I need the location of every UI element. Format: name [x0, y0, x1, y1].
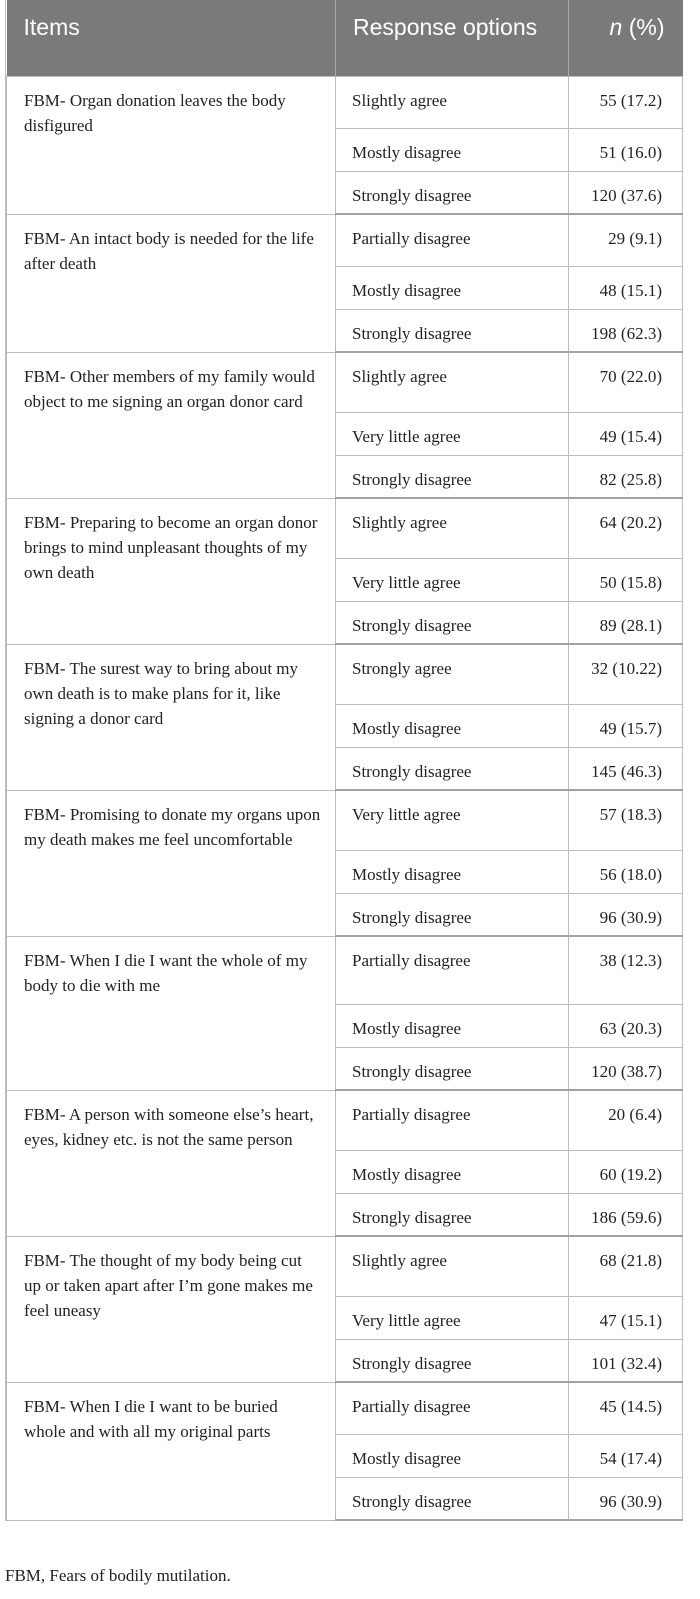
count-percent-cell: 55 (17.2) — [569, 76, 683, 128]
response-option-cell: Partially disagree — [336, 214, 569, 266]
response-option-cell: Strongly disagree — [336, 893, 569, 936]
item-cell: FBM- Organ donation leaves the body disfigured — [7, 76, 336, 214]
response-option-cell: Strongly agree — [336, 644, 569, 704]
count-percent-cell: 68 (21.8) — [569, 1236, 683, 1296]
response-option-cell: Strongly disagree — [336, 1047, 569, 1090]
response-option-cell: Mostly disagree — [336, 850, 569, 893]
table-body — [7, 76, 683, 1520]
count-percent-cell: 96 (30.9) — [569, 893, 683, 936]
count-percent-cell: 49 (15.7) — [569, 704, 683, 747]
response-option-cell: Partially disagree — [336, 1090, 569, 1150]
count-percent-cell: 49 (15.4) — [569, 412, 683, 455]
response-option-cell: Strongly disagree — [336, 1193, 569, 1236]
response-option-cell: Very little agree — [336, 558, 569, 601]
count-percent-cell: 186 (59.6) — [569, 1193, 683, 1236]
response-option-cell: Slightly agree — [336, 76, 569, 128]
count-percent-cell: 198 (62.3) — [569, 309, 683, 352]
table-row — [7, 936, 683, 1004]
item-cell: FBM- Preparing to become an organ donor brings to mind unpleasant thoughts of my own death — [7, 498, 336, 644]
count-percent-cell: 82 (25.8) — [569, 455, 683, 498]
response-option-cell: Mostly disagree — [336, 704, 569, 747]
header-percent: (%) — [622, 14, 665, 40]
response-option-cell: Mostly disagree — [336, 1434, 569, 1477]
table-row — [7, 644, 683, 704]
count-percent-cell: 51 (16.0) — [569, 128, 683, 171]
response-option-cell: Very little agree — [336, 412, 569, 455]
item-cell: FBM- The surest way to bring about my own death is to make plans for it, like signing a donor card — [7, 644, 336, 790]
count-percent-cell: 54 (17.4) — [569, 1434, 683, 1477]
table-row — [7, 790, 683, 850]
response-option-cell: Very little agree — [336, 1296, 569, 1339]
count-percent-cell: 101 (32.4) — [569, 1339, 683, 1382]
count-percent-cell: 48 (15.1) — [569, 266, 683, 309]
count-percent-cell: 120 (37.6) — [569, 171, 683, 214]
response-option-cell: Strongly disagree — [336, 747, 569, 790]
table-row — [7, 498, 683, 558]
table-row — [7, 1090, 683, 1150]
count-percent-cell: 96 (30.9) — [569, 1477, 683, 1520]
response-option-cell: Partially disagree — [336, 1382, 569, 1434]
response-option-cell: Slightly agree — [336, 352, 569, 412]
response-option-cell: Strongly disagree — [336, 309, 569, 352]
count-percent-cell: 38 (12.3) — [569, 936, 683, 1004]
count-percent-cell: 60 (19.2) — [569, 1150, 683, 1193]
count-percent-cell: 56 (18.0) — [569, 850, 683, 893]
item-cell: FBM- The thought of my body being cut up or taken apart after I’m gone makes me feel uneasy — [7, 1236, 336, 1382]
response-option-cell: Strongly disagree — [336, 171, 569, 214]
response-option-cell: Slightly agree — [336, 498, 569, 558]
count-percent-cell: 70 (22.0) — [569, 352, 683, 412]
response-option-cell: Partially disagree — [336, 936, 569, 1004]
response-option-cell: Mostly disagree — [336, 1004, 569, 1047]
response-option-cell: Strongly disagree — [336, 1339, 569, 1382]
response-option-cell: Strongly disagree — [336, 601, 569, 644]
response-option-cell: Mostly disagree — [336, 266, 569, 309]
count-percent-cell: 20 (6.4) — [569, 1090, 683, 1150]
table-row — [7, 352, 683, 412]
count-percent-cell: 64 (20.2) — [569, 498, 683, 558]
count-percent-cell: 32 (10.22) — [569, 644, 683, 704]
response-option-cell: Strongly disagree — [336, 1477, 569, 1520]
table-header-row — [7, 0, 683, 76]
header-items: Items — [7, 0, 336, 76]
table-row — [7, 1236, 683, 1296]
count-percent-cell: 145 (46.3) — [569, 747, 683, 790]
table-row — [7, 214, 683, 266]
item-cell: FBM- An intact body is needed for the life after death — [7, 214, 336, 352]
table-row — [7, 76, 683, 128]
count-percent-cell: 89 (28.1) — [569, 601, 683, 644]
table-footnote: FBM, Fears of bodily mutilation. — [5, 1566, 231, 1585]
data-table-container — [5, 0, 683, 1521]
response-option-cell: Mostly disagree — [336, 1150, 569, 1193]
fbm-response-table — [6, 0, 683, 1521]
count-percent-cell: 29 (9.1) — [569, 214, 683, 266]
item-cell: FBM- Promising to donate my organs upon my death makes me feel uncomfortable — [7, 790, 336, 936]
item-cell: FBM- When I die I want to be buried whole and with all my original parts — [7, 1382, 336, 1520]
response-option-cell: Strongly disagree — [336, 455, 569, 498]
count-percent-cell: 45 (14.5) — [569, 1382, 683, 1434]
count-percent-cell: 47 (15.1) — [569, 1296, 683, 1339]
item-cell: FBM- A person with someone else’s heart, eyes, kidney etc. is not the same person — [7, 1090, 336, 1236]
count-percent-cell: 120 (38.7) — [569, 1047, 683, 1090]
response-option-cell: Very little agree — [336, 790, 569, 850]
count-percent-cell: 63 (20.3) — [569, 1004, 683, 1047]
count-percent-cell: 57 (18.3) — [569, 790, 683, 850]
item-cell: FBM- When I die I want the whole of my body to die with me — [7, 936, 336, 1090]
response-option-cell: Slightly agree — [336, 1236, 569, 1296]
header-n-percent — [569, 0, 683, 76]
response-option-cell: Mostly disagree — [336, 128, 569, 171]
header-n: n — [609, 14, 623, 40]
count-percent-cell: 50 (15.8) — [569, 558, 683, 601]
header-response-options: Response options — [336, 0, 569, 76]
table-row — [7, 1382, 683, 1434]
item-cell: FBM- Other members of my family would object to me signing an organ donor card — [7, 352, 336, 498]
